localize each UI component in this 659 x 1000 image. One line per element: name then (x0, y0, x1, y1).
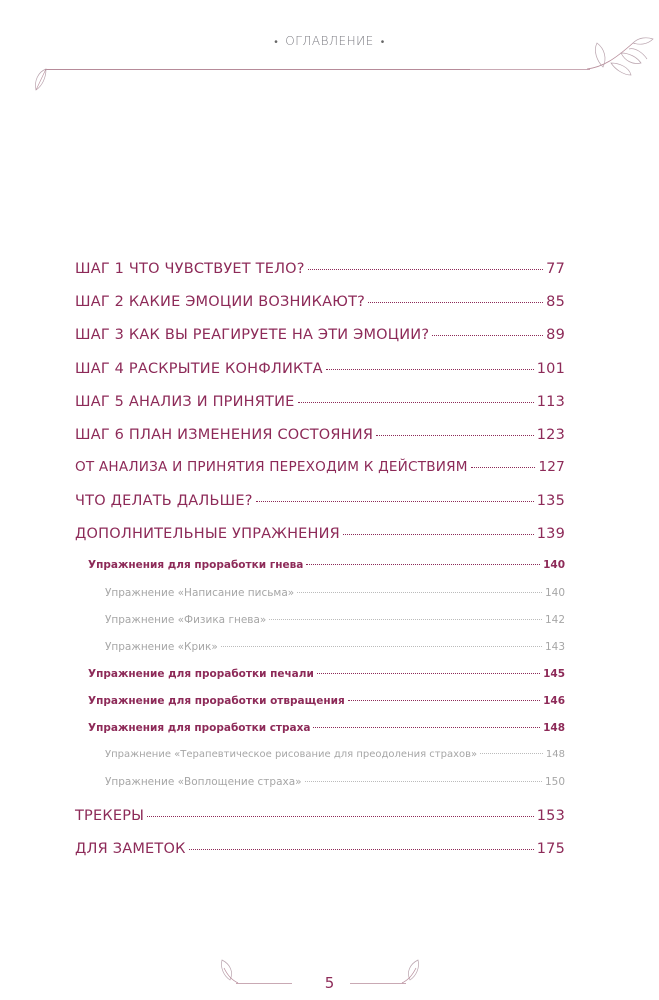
toc-entry-page: 153 (536, 807, 565, 824)
toc-entry-label: Упражнения для проработки гнева (88, 558, 304, 571)
toc-entry[interactable] (75, 838, 565, 857)
toc-entry-page: 146 (543, 694, 565, 707)
dot-leader (376, 424, 534, 439)
toc-entry-label: ШАГ 3 КАК ВЫ РЕАГИРУЕТЕ НА ЭТИ ЭМОЦИИ? (75, 326, 430, 343)
toc-entry-label: ЧТО ДЕЛАТЬ ДАЛЬШЕ? (75, 492, 253, 509)
toc-entry-page: 89 (546, 326, 565, 343)
dot-leader (313, 720, 540, 731)
toc-entry-label: Упражнение для проработки отвращения (88, 694, 345, 707)
bullet-dot: • (380, 37, 385, 48)
dot-leader (147, 805, 534, 820)
toc-entry[interactable] (75, 457, 565, 475)
toc-entry[interactable] (75, 523, 565, 542)
dot-leader (348, 693, 540, 704)
toc-entry-page: 148 (543, 721, 565, 734)
dot-leader (326, 358, 534, 373)
toc-subentry[interactable] (75, 557, 565, 571)
toc-entry-label: Упражнение «Физика гнева» (105, 613, 267, 626)
dot-leader (189, 838, 534, 853)
leaf-branch-icon (585, 33, 655, 85)
dot-leader (221, 639, 542, 650)
dot-leader (308, 258, 543, 273)
dot-leader (317, 666, 540, 677)
toc-subentry[interactable] (75, 666, 565, 680)
toc-entry-label: Упражнения для проработки страха (88, 721, 311, 734)
toc-entry-page: 139 (536, 525, 565, 542)
bullet-dot: • (274, 37, 279, 48)
toc-entry-page: 148 (545, 749, 565, 760)
toc-entry-page: 140 (543, 558, 565, 571)
dot-leader (368, 291, 543, 306)
toc-entry-label: Упражнение «Воплощение страха» (105, 775, 302, 788)
toc-entry[interactable] (75, 391, 565, 410)
toc-entry-label: ДОПОЛНИТЕЛЬНЫЕ УПРАЖНЕНИЯ (75, 525, 340, 542)
toc-entry-page: 140 (544, 586, 565, 599)
dot-leader (256, 490, 534, 505)
toc-entry[interactable] (75, 358, 565, 377)
toc-entry-page: 175 (536, 840, 565, 857)
toc-entry-label: ШАГ 5 АНАЛИЗ И ПРИНЯТИЕ (75, 393, 295, 410)
toc-entry-label: ДЛЯ ЗАМЕТОК (75, 840, 186, 857)
toc-entry[interactable] (75, 291, 565, 310)
toc-entry-label: Упражнение «Написание письма» (105, 586, 295, 599)
toc-entry[interactable] (75, 258, 565, 277)
toc-subsubentry[interactable] (75, 639, 565, 653)
toc-entry-page: 113 (536, 393, 565, 410)
toc-entry-page: 135 (536, 492, 565, 509)
dot-leader (305, 774, 542, 785)
toc-entry[interactable] (75, 805, 565, 824)
toc-entry[interactable] (75, 424, 565, 443)
toc-subentry[interactable] (75, 693, 565, 707)
toc-entry-page: 142 (544, 613, 565, 626)
toc-entry-label: ШАГ 6 ПЛАН ИЗМЕНЕНИЯ СОСТОЯНИЯ (75, 426, 374, 443)
dot-leader (432, 324, 543, 339)
toc-entry-label: Упражнение для проработки печали (88, 667, 314, 680)
toc-subsubentry[interactable] (75, 585, 565, 599)
toc-entry-label: ШАГ 1 ЧТО ЧУВСТВУЕТ ТЕЛО? (75, 260, 305, 277)
toc-entry-page: 150 (544, 775, 565, 788)
toc-entry-page: 85 (546, 293, 565, 310)
toc-entry-page: 101 (536, 360, 565, 377)
toc-entry-label: Упражнение «Терапевтическое рисование для преодоления страхов» (105, 749, 478, 760)
toc-entry-label: ШАГ 2 КАКИЕ ЭМОЦИИ ВОЗНИКАЮТ? (75, 293, 366, 310)
leaf-left-icon (32, 66, 52, 96)
dot-leader (297, 585, 542, 596)
toc-subsubentry[interactable] (75, 612, 565, 626)
dot-leader (471, 457, 536, 471)
dot-leader (306, 557, 540, 568)
toc-entry-label: Упражнение «Крик» (105, 640, 218, 653)
dot-leader (298, 391, 534, 406)
toc-entry-label: ОТ АНАЛИЗА И ПРИНЯТИЯ ПЕРЕХОДИМ К ДЕЙСТВИЯМ (75, 458, 468, 475)
dot-leader (269, 612, 542, 623)
page-number: 5 (324, 974, 335, 992)
toc-entry[interactable] (75, 324, 565, 343)
dot-leader (480, 747, 543, 757)
section-title-text: ОГЛАВЛЕНИЕ (285, 34, 374, 48)
toc-subsubentry[interactable] (75, 774, 565, 788)
toc-entry-label: ШАГ 4 РАСКРЫТИЕ КОНФЛИКТА (75, 360, 323, 377)
toc-entry-page: 143 (544, 640, 565, 653)
table-of-contents (75, 0, 565, 1000)
toc-entry-page: 127 (538, 458, 565, 475)
toc-subentry[interactable] (75, 720, 565, 734)
toc-entry-page: 123 (536, 426, 565, 443)
dot-leader (343, 523, 534, 538)
toc-subsubentry[interactable] (75, 747, 565, 760)
toc-entry-page: 145 (543, 667, 565, 680)
toc-entry-page: 77 (546, 260, 565, 277)
toc-entry-label: ТРЕКЕРЫ (75, 807, 145, 824)
toc-entry[interactable] (75, 490, 565, 509)
